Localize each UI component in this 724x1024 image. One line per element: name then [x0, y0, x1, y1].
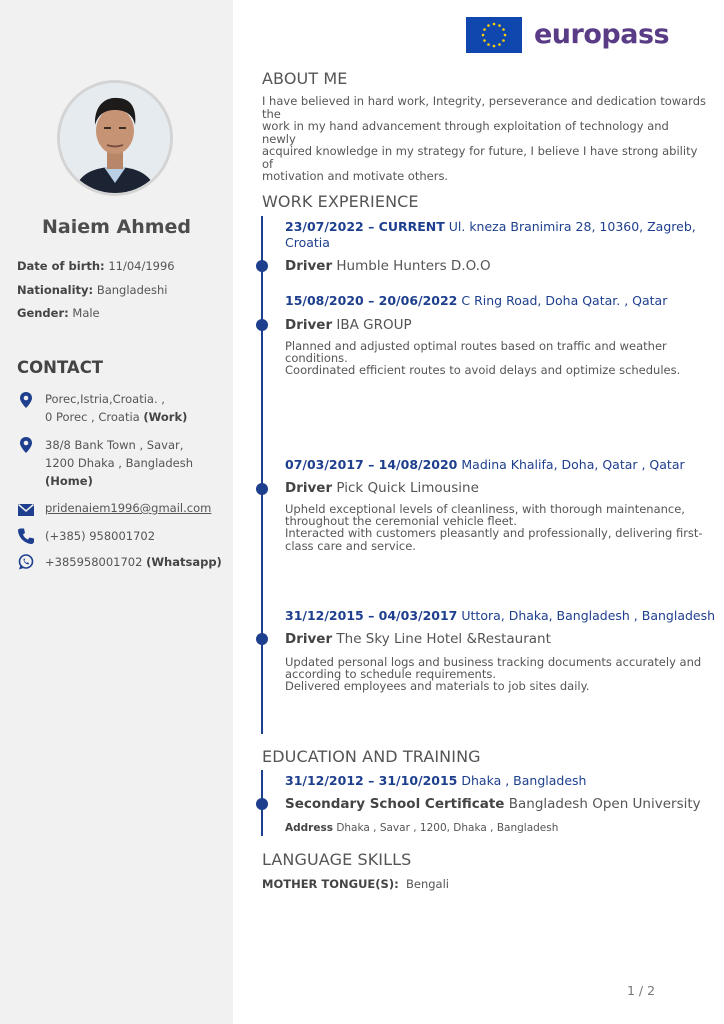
description-line: Updated personal logs and business tracking documents accurately and [285, 655, 702, 669]
email-value[interactable]: pridenaiem1996@gmail.com [45, 501, 212, 515]
description-line: Planned and adjusted optimal routes based on traffic and weather [285, 339, 667, 353]
home-tag: (Home) [45, 474, 93, 488]
job-description [285, 503, 705, 552]
europass-logo [466, 17, 669, 53]
contact-heading: CONTACT [17, 358, 104, 377]
home-address-line1: 38/8 Bank Town , Savar, [45, 438, 184, 452]
candidate-name: Naiem Ahmed [41, 216, 192, 238]
education-title [285, 796, 701, 812]
work-address-line2: 0 Porec , Croatia [45, 410, 140, 424]
nationality-label: Nationality: [17, 283, 94, 297]
location-pin-icon [17, 391, 35, 409]
gender-label: Gender: [17, 306, 69, 320]
description-line: Delivered employees and materials to job sites daily. [285, 679, 590, 694]
timeline-dot [256, 798, 268, 810]
phone-number: (+385) 958001702 [45, 529, 156, 543]
dob-value: 11/04/1996 [108, 259, 175, 273]
home-address [45, 436, 193, 490]
timeline-dot [256, 319, 268, 331]
europass-wordmark: europass [534, 19, 670, 50]
description-line: Upheld exceptional levels of cleanliness, with thorough maintenance, [285, 502, 685, 516]
nationality [17, 283, 167, 297]
about-line: newly [262, 131, 296, 146]
description-line: Coordinated efficient routes to avoid delays and optimize schedules. [285, 363, 681, 378]
job-title [285, 631, 551, 647]
education-period: 31/12/2012 – 31/10/2015 [285, 773, 458, 788]
timeline-dot [256, 633, 268, 645]
job-dates [285, 219, 705, 251]
about-line: the [262, 106, 281, 121]
about-heading: ABOUT ME [262, 69, 348, 88]
job-company: Humble Hunters D.O.O [336, 258, 491, 274]
envelope-icon [17, 501, 35, 519]
nationality-value: Bangladeshi [96, 283, 168, 297]
dob-label: Date of birth: [17, 259, 105, 273]
job-period: 07/03/2017 – 14/08/2020 [285, 457, 458, 472]
job-role: Driver [285, 480, 333, 496]
profile-photo [57, 80, 173, 196]
address-value: Dhaka , Savar , 1200, Dhaka , Bangladesh [336, 822, 559, 834]
home-address-line2: 1200 Dhaka , Bangladesh [45, 456, 194, 470]
job-dates [285, 608, 715, 624]
mother-tongue [262, 877, 449, 891]
timeline-dot [256, 483, 268, 495]
gender-value: Male [72, 306, 100, 320]
job-company: The Sky Line Hotel &Restaurant [336, 631, 551, 647]
job-title [285, 258, 491, 274]
email-link[interactable] [45, 499, 211, 517]
qualification: Secondary School Certificate [285, 796, 505, 812]
about-line: I have believed in hard work, Integrity, perseverance and dedication towards [262, 94, 707, 108]
job-period: 15/08/2020 – 20/06/2022 [285, 293, 458, 308]
timeline-dot [256, 260, 268, 272]
gender [17, 306, 100, 320]
job-company: Pick Quick Limousine [336, 480, 479, 496]
job-location: Madina Khalifa, Doha, Qatar , Qatar [461, 457, 685, 472]
mother-tongue-label: MOTHER TONGUE(S): [262, 877, 399, 891]
description-line: according to schedule requirements. [285, 667, 496, 682]
page-number: 1 / 2 [627, 983, 656, 998]
job-title [285, 317, 412, 333]
education-dates [285, 773, 705, 789]
job-dates [285, 457, 705, 473]
work-timeline [261, 216, 263, 734]
whatsapp-tag: (Whatsapp) [146, 555, 222, 569]
education-heading: EDUCATION AND TRAINING [262, 747, 481, 766]
address-label: Address [285, 822, 333, 834]
description-line: conditions. [285, 351, 348, 366]
about-line: work in my hand advancement through exploitation of technology and [262, 119, 669, 133]
whatsapp-icon [17, 553, 35, 571]
work-address [45, 390, 187, 426]
work-heading: WORK EXPERIENCE [262, 192, 419, 211]
job-description [285, 656, 705, 693]
whatsapp-contact [45, 553, 222, 571]
job-role: Driver [285, 258, 333, 274]
mother-tongue-value: Bengali [406, 877, 449, 891]
about-line: acquired knowledge in my strategy for future, I believe I have strong ability [262, 144, 698, 158]
job-company: IBA GROUP [336, 317, 412, 333]
education-address [285, 822, 558, 834]
about-text [262, 94, 707, 183]
about-line: of [262, 156, 274, 171]
job-role: Driver [285, 631, 333, 647]
location-pin-icon [17, 436, 35, 454]
education-location: Dhaka , Bangladesh [461, 773, 587, 788]
about-line: motivation and motivate others. [262, 169, 449, 183]
description-line: Interacted with customers pleasantly and professionally, delivering first- [285, 526, 703, 541]
date-of-birth [17, 259, 175, 273]
description-line: throughout the ceremonial vehicle fleet. [285, 514, 517, 529]
language-heading: LANGUAGE SKILLS [262, 850, 412, 869]
work-address-line1: Porec,Istria,Croatia. , [45, 392, 165, 406]
job-location: Ul. kneza Branimira 28, 10360, Zagreb, Croatia [285, 219, 696, 250]
description-line: class care and service. [285, 538, 416, 553]
institution: Bangladesh Open University [508, 796, 701, 812]
eu-flag-icon [466, 17, 522, 53]
work-tag: (Work) [143, 410, 188, 424]
job-period: 31/12/2015 – 04/03/2017 [285, 608, 458, 623]
phone-icon [17, 527, 35, 545]
job-title [285, 480, 479, 496]
job-location: C Ring Road, Doha Qatar. , Qatar [461, 293, 668, 308]
job-dates [285, 293, 705, 309]
job-location: Uttora, Dhaka, Bangladesh , Bangladesh [461, 608, 716, 623]
job-period: 23/07/2022 – CURRENT [285, 219, 445, 234]
whatsapp-number: +385958001702 [45, 555, 143, 569]
job-role: Driver [285, 317, 333, 333]
job-description [285, 340, 705, 377]
